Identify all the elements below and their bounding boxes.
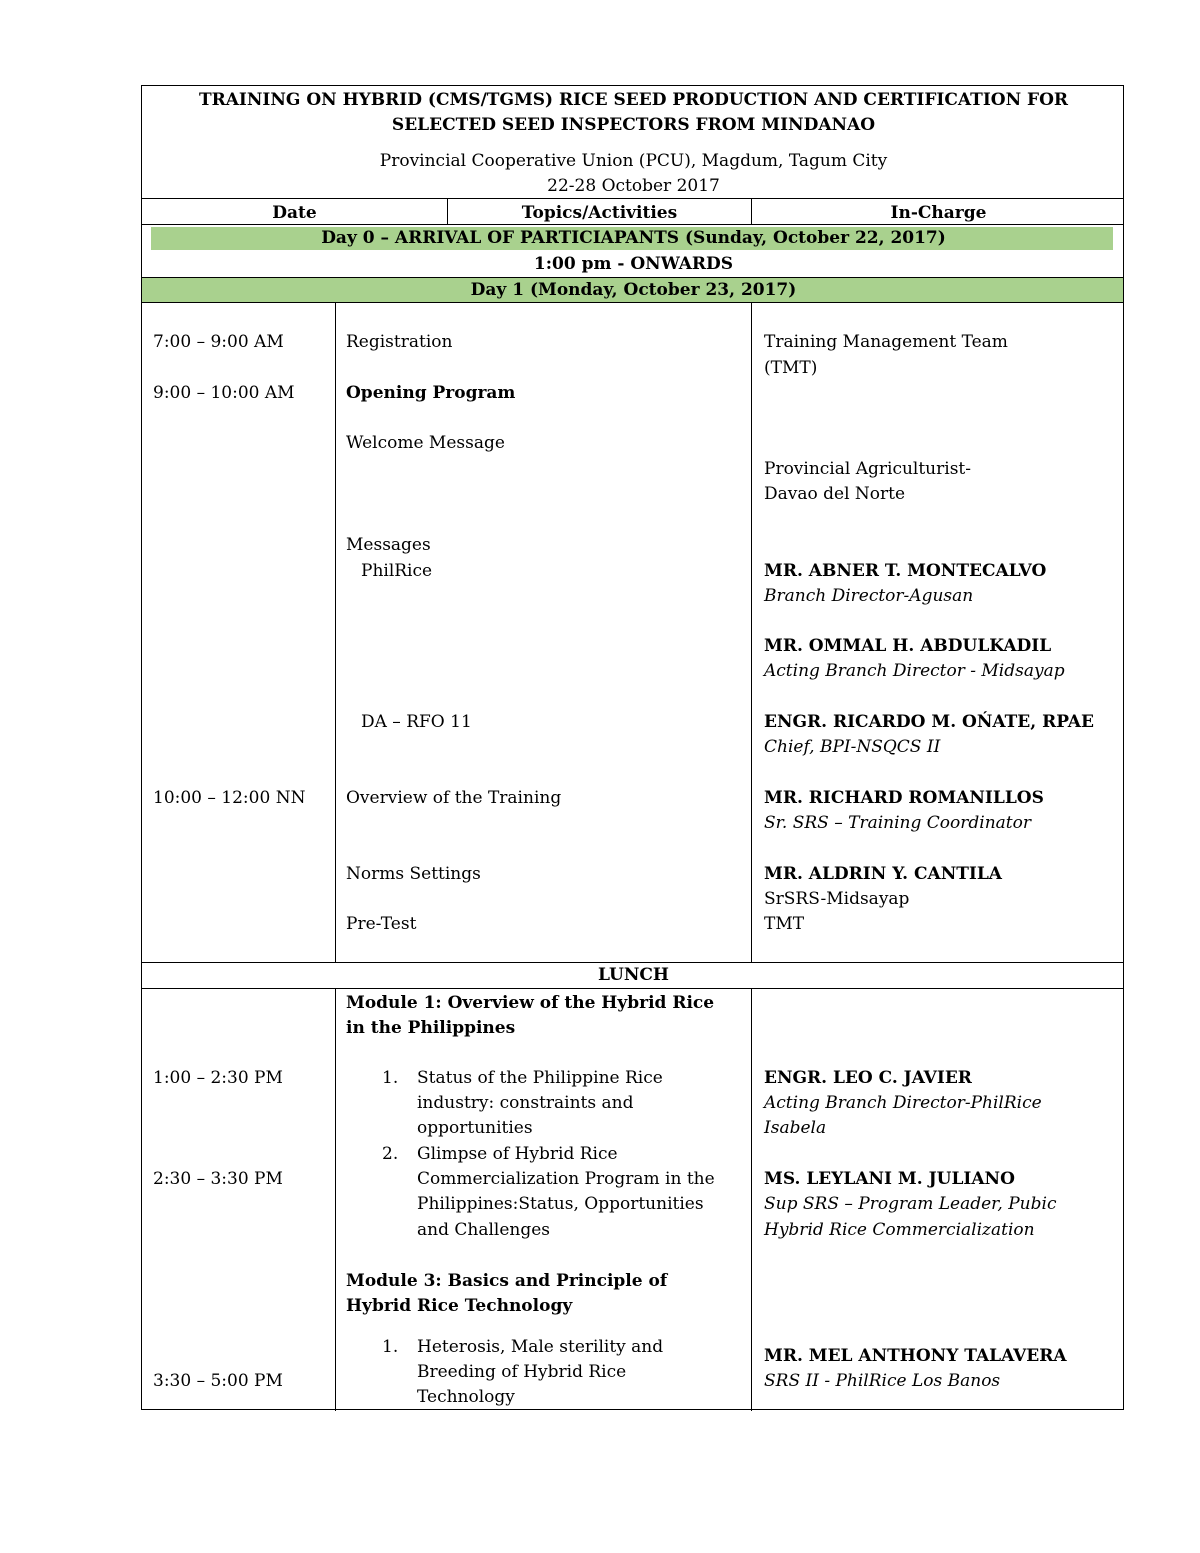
- time-slot: 10:00 – 12:00 NN: [153, 788, 306, 808]
- list-item: opportunities: [417, 1118, 533, 1138]
- topic-pretest: Pre-Test: [346, 914, 417, 934]
- divider: [142, 198, 1123, 199]
- list-number: 2.: [382, 1144, 399, 1164]
- time-slot: 7:00 – 9:00 AM: [153, 332, 284, 352]
- speaker-name: MR. ABNER T. MONTECALVO: [764, 561, 1047, 581]
- speaker-name: MR. RICHARD ROMANILLOS: [764, 788, 1044, 808]
- list-number: 1.: [382, 1337, 399, 1357]
- list-item: Philippines:Status, Opportunities: [417, 1194, 704, 1214]
- topic-registration: Registration: [346, 332, 453, 352]
- in-charge-provincial: Provincial Agriculturist-: [764, 459, 971, 479]
- speaker-title: Acting Branch Director - Midsayap: [764, 661, 1065, 681]
- training-dates: 22-28 October 2017: [547, 176, 720, 196]
- divider: [447, 198, 448, 225]
- column-header-topics: Topics/Activities: [521, 203, 678, 223]
- column-header-in-charge: In-Charge: [890, 203, 987, 223]
- list-item: Glimpse of Hybrid Rice: [417, 1144, 618, 1164]
- time-slot: 1:00 – 2:30 PM: [153, 1068, 283, 1088]
- venue: Provincial Cooperative Union (PCU), Magdum, Tagum City: [379, 151, 888, 171]
- day0-time: 1:00 pm - ONWARDS: [533, 254, 734, 274]
- in-charge-tmt-abbr: (TMT): [764, 358, 818, 378]
- speaker-title: Sup SRS – Program Leader, Pubic: [764, 1194, 1057, 1214]
- speaker-title: Acting Branch Director-PhilRice: [764, 1093, 1042, 1113]
- speaker-title: Branch Director-Agusan: [764, 586, 974, 606]
- topic-philrice: PhilRice: [361, 561, 433, 581]
- title-line-1: TRAINING ON HYBRID (CMS/TGMS) RICE SEED PRODUCTION AND CERTIFICATION FOR: [198, 90, 1069, 110]
- list-item: Commercialization Program in the: [417, 1169, 715, 1189]
- speaker-title: Sr. SRS – Training Coordinator: [764, 813, 1031, 833]
- in-charge-tmt-short: TMT: [764, 914, 805, 934]
- speaker-title: SrSRS-Midsayap: [764, 889, 910, 909]
- module-title: in the Philippines: [346, 1018, 516, 1038]
- topic-da-rfo: DA – RFO 11: [361, 712, 472, 732]
- day0-title: Day 0 – ARRIVAL OF PARTICIAPANTS (Sunday, October 22, 2017): [321, 228, 946, 248]
- speaker-name: MR. MEL ANTHONY TALAVERA: [764, 1346, 1067, 1366]
- topic-opening-program: Opening Program: [346, 383, 516, 403]
- list-item: Technology: [417, 1387, 515, 1407]
- divider: [751, 302, 752, 962]
- title-line-2: SELECTED SEED INSPECTORS FROM MINDANAO: [391, 115, 876, 135]
- topic-overview: Overview of the Training: [346, 788, 562, 808]
- list-item: industry: constraints and: [417, 1093, 634, 1113]
- speaker-title: Isabela: [764, 1118, 827, 1138]
- list-item: Heterosis, Male sterility and: [417, 1337, 664, 1357]
- divider: [751, 988, 752, 1411]
- speaker-name: MR. OMMAL H. ABDULKADIL: [764, 636, 1052, 656]
- topic-norms: Norms Settings: [346, 864, 481, 884]
- divider: [335, 988, 336, 1411]
- speaker-title: Hybrid Rice Commercialization: [764, 1220, 1035, 1240]
- speaker-name: ENGR. RICARDO M. OŃATE, RPAE: [764, 712, 1094, 732]
- time-slot: 3:30 – 5:00 PM: [153, 1371, 283, 1391]
- speaker-name: ENGR. LEO C. JAVIER: [764, 1068, 972, 1088]
- speaker-title: Chief, BPI-NSQCS II: [764, 737, 941, 757]
- list-item: Status of the Philippine Rice: [417, 1068, 663, 1088]
- topic-welcome-message: Welcome Message: [346, 433, 505, 453]
- schedule-table: [141, 85, 1124, 1410]
- time-slot: 2:30 – 3:30 PM: [153, 1169, 283, 1189]
- in-charge-tmt: Training Management Team: [764, 332, 1008, 352]
- in-charge-provincial-2: Davao del Norte: [764, 484, 906, 504]
- divider: [142, 224, 1123, 225]
- module-title: Hybrid Rice Technology: [346, 1296, 573, 1316]
- module-title: Module 3: Basics and Principle of: [346, 1271, 668, 1291]
- speaker-title: SRS II - PhilRice Los Banos: [764, 1371, 1001, 1391]
- divider: [142, 988, 1123, 989]
- list-number: 1.: [382, 1068, 399, 1088]
- list-item: and Challenges: [417, 1220, 551, 1240]
- list-item: Breeding of Hybrid Rice: [417, 1362, 627, 1382]
- time-slot: 9:00 – 10:00 AM: [153, 383, 295, 403]
- module-title: Module 1: Overview of the Hybrid Rice: [346, 993, 715, 1013]
- speaker-name: MR. ALDRIN Y. CANTILA: [764, 864, 1002, 884]
- lunch-label: LUNCH: [598, 965, 669, 985]
- day1-title: Day 1 (Monday, October 23, 2017): [470, 280, 797, 300]
- speaker-name: MS. LEYLANI M. JULIANO: [764, 1169, 1015, 1189]
- divider: [751, 198, 752, 225]
- divider: [335, 302, 336, 962]
- column-header-date: Date: [272, 203, 317, 223]
- divider: [142, 302, 1123, 303]
- topic-messages: Messages: [346, 535, 431, 555]
